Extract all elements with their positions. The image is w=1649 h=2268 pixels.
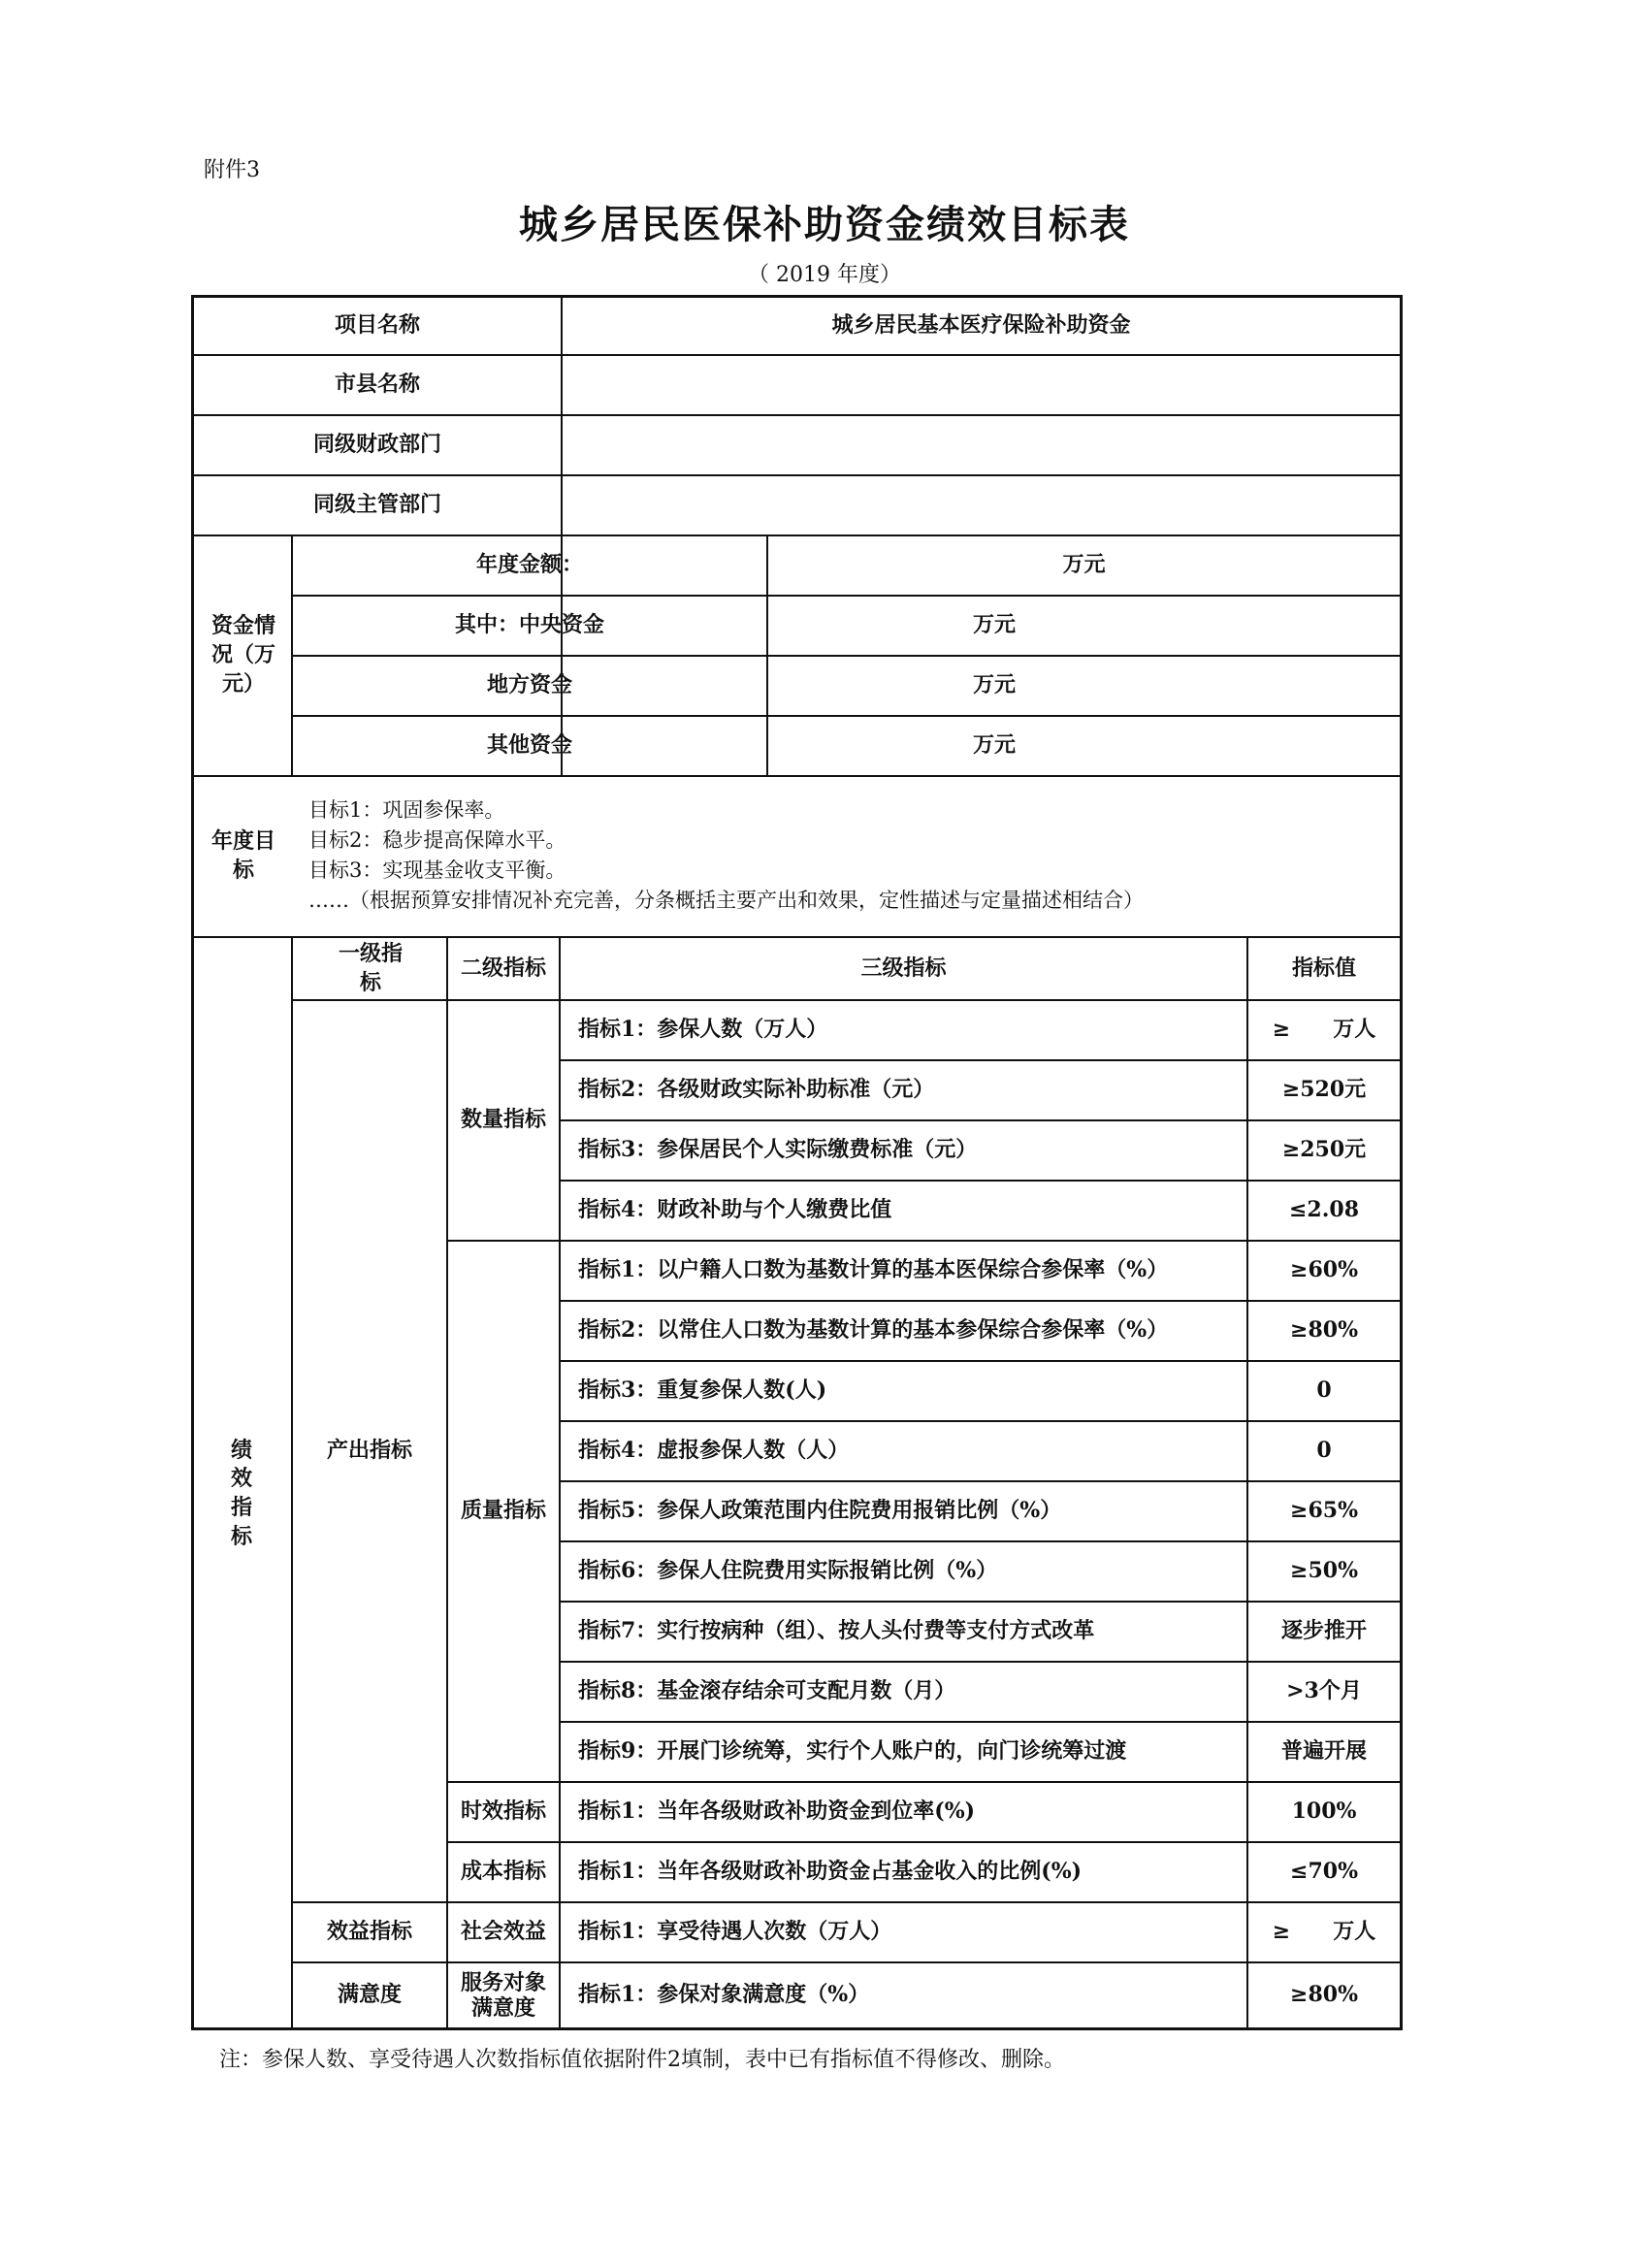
level1-output: 产出指标 bbox=[326, 1438, 412, 1464]
indicator-text: 指标5：参保人政策范围内住院费用报销比例（%） bbox=[578, 1498, 1062, 1524]
goal-line: ……（根据预算安排情况补充完善，分条概括主要产出和效果，定性描述与定量描述相结合） bbox=[308, 889, 1144, 912]
indicator-text: 指标1：当年各级财政补助资金占基金收入的比例(%) bbox=[578, 1859, 1083, 1885]
project-name-label: 项目名称 bbox=[334, 312, 420, 339]
header-level3: 三级指标 bbox=[860, 955, 947, 981]
funds-section-label: 资金情况（万元） bbox=[211, 613, 276, 697]
level2-social: 社会效益 bbox=[460, 1919, 546, 1945]
header-value: 指标值 bbox=[1291, 955, 1356, 981]
indicator-text: 指标3：参保居民个人实际缴费标准（元） bbox=[578, 1137, 978, 1163]
indicator-text: 指标9：开展门诊统筹，实行个人账户的，向门诊统筹过渡 bbox=[578, 1738, 1127, 1765]
indicator-text: 指标1：参保对象满意度（%） bbox=[578, 1982, 870, 2008]
indicator-value: ≥60% bbox=[1290, 1257, 1358, 1283]
level1-satisfaction: 满意度 bbox=[337, 1982, 402, 2008]
fund-label-annual: 年度金额： bbox=[475, 552, 583, 578]
level2-cost: 成本指标 bbox=[460, 1859, 546, 1885]
performance-section-label: 绩效指标 bbox=[230, 1437, 252, 1549]
indicator-text: 指标4：财政补助与个人缴费比值 bbox=[578, 1197, 892, 1223]
annual-goals-text bbox=[308, 795, 1144, 916]
indicator-text: 指标8：基金滚存结余可支配月数（月） bbox=[578, 1678, 956, 1704]
annual-goals-label: 年度目标 bbox=[211, 828, 276, 883]
indicator-text: 指标1：享受待遇人次数（万人） bbox=[578, 1919, 892, 1945]
indicator-value: ≤2.08 bbox=[1288, 1197, 1359, 1223]
city-label: 市县名称 bbox=[334, 372, 420, 398]
indicator-text: 指标1：以户籍人口数为基数计算的基本医保综合参保率（%） bbox=[578, 1257, 1169, 1283]
year-label: （ 2019 年度） bbox=[748, 263, 901, 287]
indicator-value: ≥250元 bbox=[1281, 1137, 1367, 1163]
indicator-value: 0 bbox=[1316, 1438, 1332, 1464]
indicator-text: 指标1：当年各级财政补助资金到位率(%) bbox=[578, 1798, 976, 1825]
goal-line: 目标3：实现基金收支平衡。 bbox=[308, 859, 566, 882]
indicator-value: ≥80% bbox=[1290, 1982, 1358, 2008]
indicator-value: 普遍开展 bbox=[1280, 1738, 1367, 1765]
fund-value-other: 万元 bbox=[972, 732, 1016, 759]
indicator-text: 指标6：参保人住院费用实际报销比例（%） bbox=[578, 1558, 998, 1584]
indicator-value: ≥80% bbox=[1290, 1317, 1358, 1344]
indicator-value: ≥ 万人 bbox=[1272, 1919, 1376, 1945]
authority-dept-label: 同级主管部门 bbox=[312, 492, 441, 518]
annex-label: 附件3 bbox=[204, 158, 260, 182]
city-value bbox=[563, 356, 1400, 414]
footnote: 注：参保人数、享受待遇人次数指标值依据附件2填制，表中已有指标值不得修改、删除。 bbox=[219, 2048, 1065, 2072]
fund-value-central: 万元 bbox=[972, 612, 1016, 638]
level1-benefit: 效益指标 bbox=[326, 1919, 412, 1945]
indicator-value: ≥50% bbox=[1290, 1558, 1358, 1584]
fund-label-central: 其中：中央资金 bbox=[454, 612, 604, 638]
page-title: 城乡居民医保补助资金绩效目标表 bbox=[519, 202, 1130, 247]
indicator-value: 100% bbox=[1291, 1798, 1357, 1825]
level2-quantity: 数量指标 bbox=[460, 1107, 546, 1133]
indicator-text: 指标7：实行按病种（组）、按人头付费等支付方式改革 bbox=[578, 1618, 1095, 1644]
goal-line: 目标2：稳步提高保障水平。 bbox=[308, 828, 566, 852]
fund-label-other: 其他资金 bbox=[486, 732, 572, 759]
finance-dept-label: 同级财政部门 bbox=[312, 432, 441, 458]
indicator-value: ≥65% bbox=[1290, 1498, 1358, 1524]
indicator-text: 指标4：虚报参保人数（人） bbox=[578, 1438, 850, 1464]
authority-dept-value bbox=[563, 476, 1400, 535]
fund-label-local: 地方资金 bbox=[486, 672, 572, 698]
indicator-text: 指标3：重复参保人数(人) bbox=[578, 1377, 827, 1404]
indicator-value: ≤70% bbox=[1290, 1859, 1358, 1885]
header-level2: 二级指标 bbox=[460, 955, 546, 981]
indicator-value: 逐步推开 bbox=[1280, 1618, 1367, 1644]
indicator-text: 指标2：各级财政实际补助标准（元） bbox=[578, 1077, 935, 1103]
indicator-text: 指标1：参保人数（万人） bbox=[578, 1017, 828, 1043]
indicator-value: ≥520元 bbox=[1281, 1077, 1367, 1103]
indicator-value: 0 bbox=[1316, 1377, 1332, 1404]
fund-value-annual: 万元 bbox=[1062, 552, 1106, 578]
indicator-value: ≥ 万人 bbox=[1272, 1017, 1376, 1043]
finance-dept-value bbox=[563, 416, 1400, 474]
level2-quality: 质量指标 bbox=[460, 1498, 546, 1524]
header-level1: 一级指标 bbox=[338, 940, 403, 995]
project-name-value: 城乡居民基本医疗保险补助资金 bbox=[831, 312, 1131, 339]
fund-value-local: 万元 bbox=[972, 672, 1016, 698]
indicator-text: 指标2：以常住人口数为基数计算的基本参保综合参保率（%） bbox=[578, 1317, 1169, 1344]
level2-service-satisfaction: 服务对象满意度 bbox=[460, 1969, 546, 2021]
indicator-value: >3个月 bbox=[1286, 1678, 1362, 1704]
level2-timeliness: 时效指标 bbox=[460, 1798, 546, 1825]
goal-line: 目标1：巩固参保率。 bbox=[308, 798, 505, 822]
